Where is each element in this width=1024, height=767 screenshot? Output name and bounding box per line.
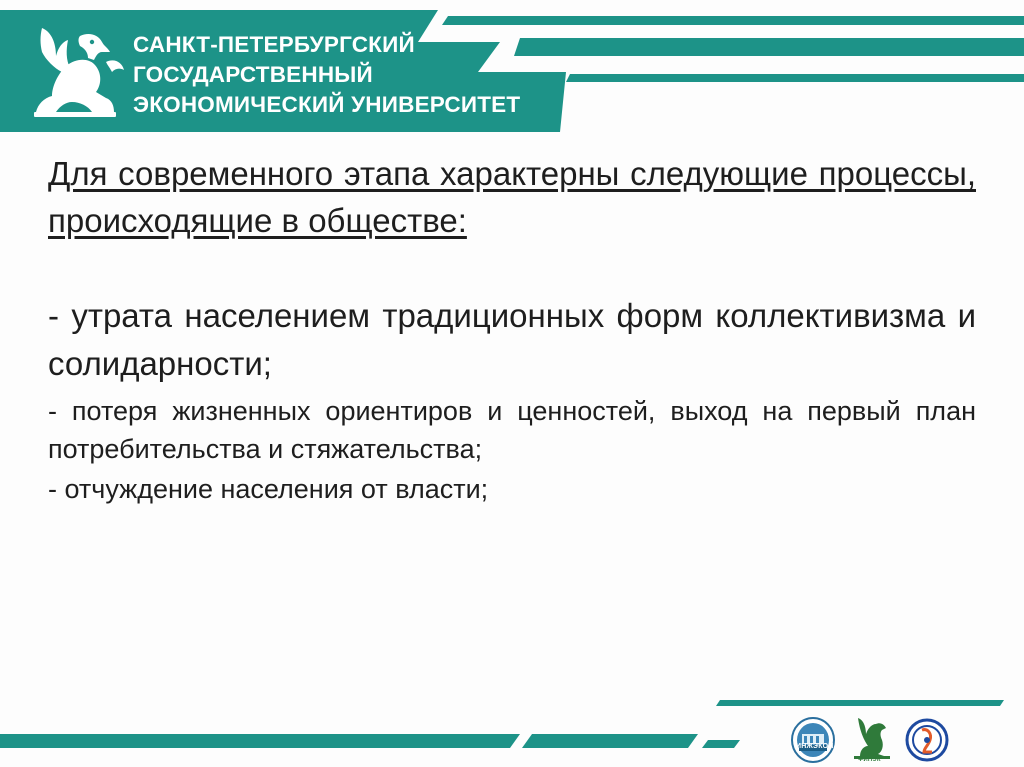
bullet-item-1: - утрата населением традиционных форм коллективизма и солидарности; — [48, 297, 976, 382]
university-name — [133, 30, 520, 120]
footer-band-3 — [702, 740, 740, 748]
slide-content — [48, 150, 976, 508]
footer-band-1 — [0, 734, 520, 748]
footer-band-2 — [522, 734, 698, 748]
bullet-item-2: - потеря жизненных ориентиров и ценностей, выход на первый план потребительства и стяжательства; — [48, 396, 976, 464]
footer-line-top — [716, 700, 1004, 706]
header-stripe-top — [442, 16, 1024, 25]
inzhekon-caption: ИНЖЭКОН — [796, 743, 834, 750]
slide-heading: Для современного этапа характерны следующие процессы, происходящие в обществе: — [48, 155, 976, 239]
university-name-line-1: САНКТ-ПЕТЕРБУРГСКИЙ — [133, 32, 415, 57]
header-stripe-2 — [566, 74, 1024, 82]
bullet-item-3: - отчуждение населения от власти; — [48, 474, 489, 504]
griffin-icon — [22, 22, 130, 122]
university-name-line-3: ЭКОНОМИЧЕСКИЙ УНИВЕРСИТЕТ — [133, 92, 521, 117]
finek-caption: ФИНЭК — [858, 757, 881, 763]
university-name-line-2: ГОСУДАРСТВЕННЫЙ — [133, 62, 373, 87]
unecon-circle-icon — [904, 712, 950, 764]
header-stripe-1 — [514, 38, 1024, 56]
inzhekon-emblem-icon — [790, 712, 836, 764]
